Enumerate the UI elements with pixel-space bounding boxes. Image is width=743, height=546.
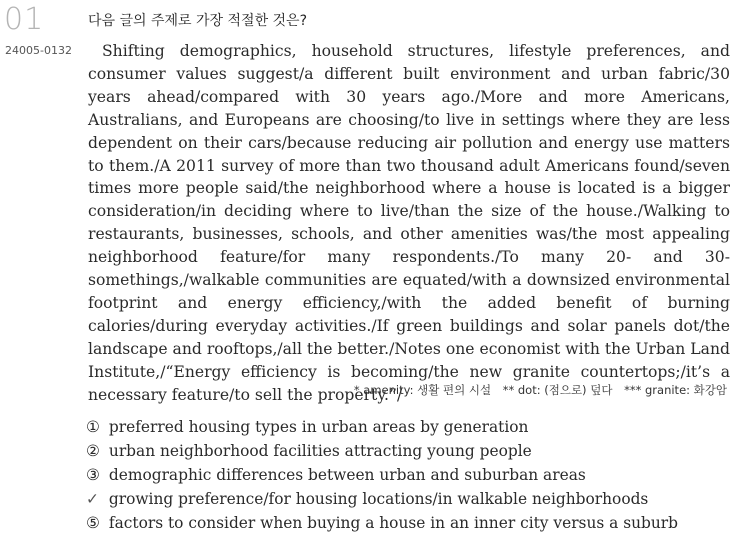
option-4[interactable]	[86, 487, 678, 511]
question-code: 24005-0132	[5, 44, 72, 57]
footnote-dot: ** dot: (점으로) 덮다	[502, 383, 613, 397]
option-3-number: ③	[86, 466, 100, 484]
question-number: 01	[4, 2, 45, 37]
option-3-text: demographic differences between urban and suburban areas	[108, 466, 586, 484]
option-3[interactable]	[86, 463, 678, 487]
footnote-granite: *** granite: 화강암	[624, 383, 727, 397]
option-5-text: factors to consider when buying a house in an inner city versus a suburb	[108, 514, 678, 532]
option-5-number: ⑤	[86, 514, 100, 532]
option-4-text: growing preference/for housing locations/in walkable neighborhoods	[108, 490, 649, 508]
passage-text: Shifting demographics, household structures, lifestyle preferences, and consumer values suggest/a different built environment and urban fabric/30 years ahead/compared with 30 years ago./More and more Americans, Australians, and Europeans are choosing/to live in settings where they are less dependent on their cars/because reducing air pollution and energy use matters to them./A 2011 survey of more than two thousand adult Americans found/seven times more people said/the neighborhood where a house is located is a bigger consideration/in deciding where to live/than the size of the house./Walking to restaurants, businesses, schools, and other amenities was/the most appealing neighborhood feature/for many respondents./To many 20- and 30-somethings,/walkable communities are equated/with a downsized environmental footprint and energy efficiency,/with the added benefit of burning calories/during everyday activities./If green buildings and solar panels dot/the landscape and rooftops,/all the better./Notes one economist with the Urban Land Institute,/“Energy efficiency is becoming/the new granite countertops;/it’s a necessary feature/to sell the property.”/	[88, 42, 730, 404]
passage	[88, 40, 730, 407]
question-prompt: 다음 글의 주제로 가장 적절한 것은?	[88, 13, 308, 29]
footnote-amenity: * amenity: 생활 편의 시설	[353, 383, 492, 397]
option-2-number: ②	[86, 442, 100, 460]
option-2[interactable]	[86, 439, 678, 463]
option-4-check-icon: ✓	[86, 490, 99, 508]
answer-options	[86, 415, 678, 535]
footnotes	[346, 382, 727, 398]
option-1-text: preferred housing types in urban areas by generation	[108, 418, 529, 436]
option-5[interactable]	[86, 511, 678, 535]
option-1-number: ①	[86, 418, 100, 436]
option-1[interactable]	[86, 415, 678, 439]
option-2-text: urban neighborhood facilities attracting young people	[108, 442, 532, 460]
